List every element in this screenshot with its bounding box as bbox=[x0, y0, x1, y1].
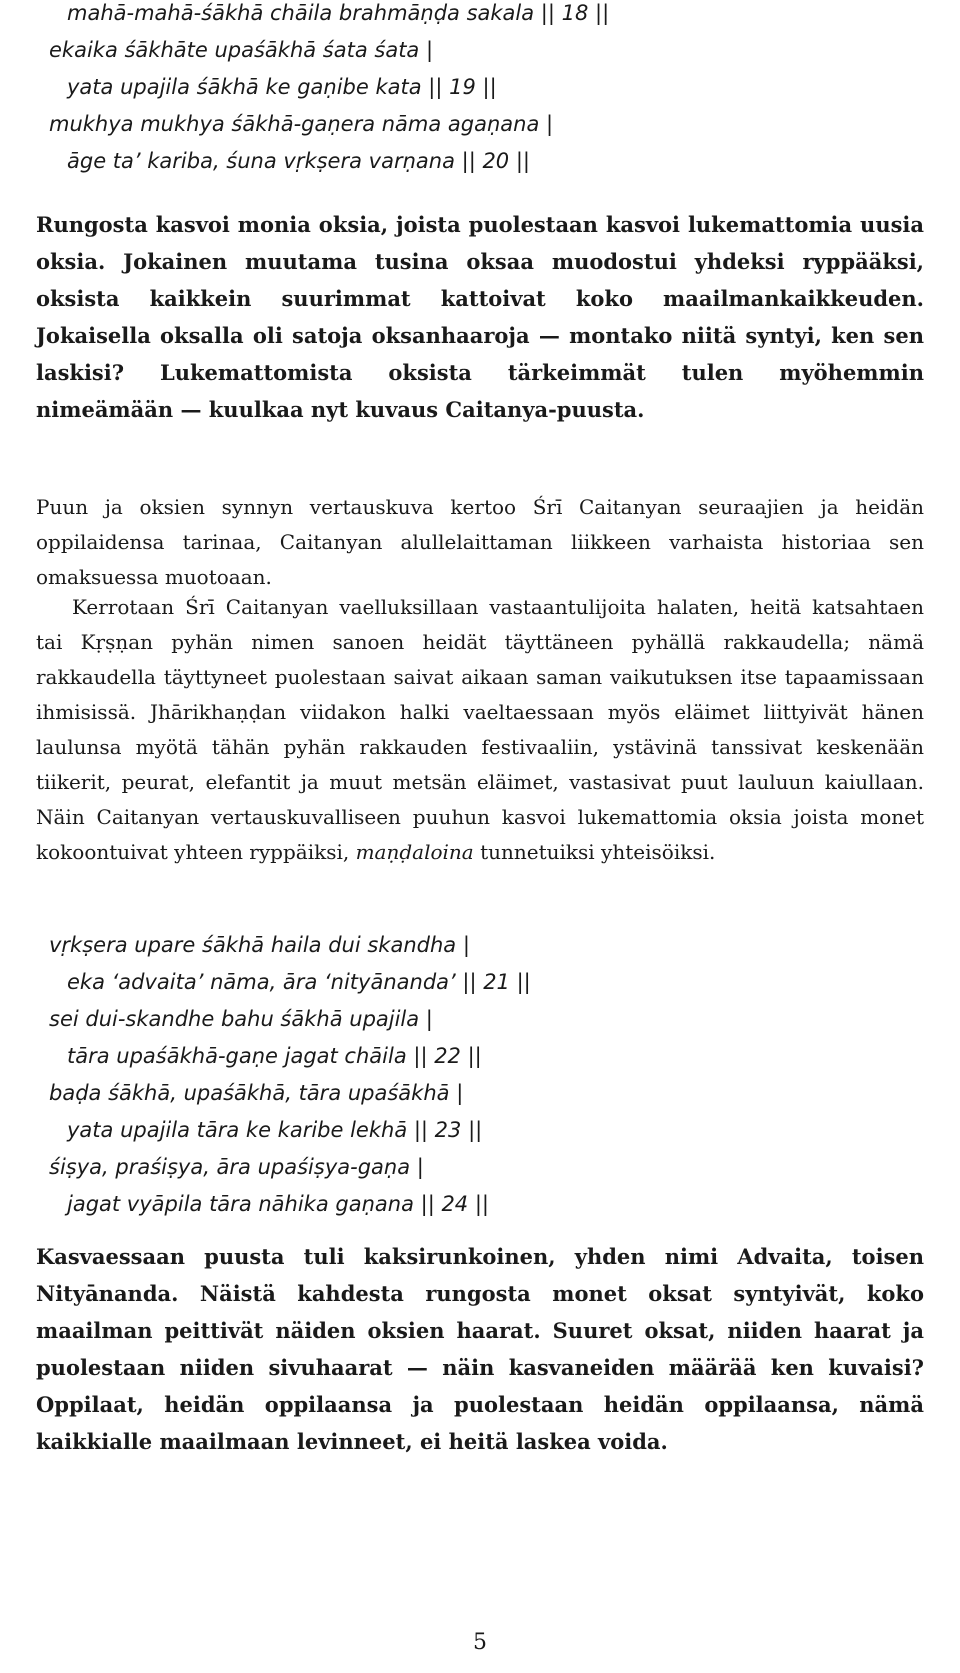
verse-line: baḍa śākhā, upaśākhā, tāra upaśākhā | bbox=[49, 1081, 464, 1105]
page-number: 5 bbox=[473, 1630, 487, 1655]
verse-line: eka ‘advaita’ nāma, āra ‘nityānanda’ || 21 || bbox=[67, 970, 531, 994]
verse-line: yata upajila śākhā ke gaṇibe kata || 19 || bbox=[67, 75, 497, 99]
purport-text: tunnetuiksi yhteisöiksi. bbox=[473, 840, 716, 864]
verse-line: śiṣya, praśiṣya, āra upaśiṣya-gaṇa | bbox=[49, 1155, 424, 1179]
purport-paragraph-1: Puun ja oksien synnyn vertauskuva kertoo Śrī Caitanyan seuraajien ja heidän oppilaidensa tarinaa, Caitanyan alullelaittaman liikkeen varhaista historiaa sen omaksuessa muotoaan. bbox=[36, 495, 924, 589]
verse-line: ekaika śākhāte upaśākhā śata śata | bbox=[49, 38, 434, 62]
verse-line: mahā-mahā-śākhā chāila brahmāṇḍa sakala || 18 || bbox=[67, 1, 610, 25]
purport-text: Kerrotaan Śrī Caitanyan vaelluksillaan vastaantulijoita halaten, heitä katsahtaen tai Kṛṣṇan pyhän nimen sanoen heidät täyttäneen pyhällä rakkaudella; nämä rakkaudella täyttyneet puolestaan saivat aikaan saman vaikutuksen itse tapaamissaan ihmisissä. Jhārikhaṇḍan viidakon halki vaeltaessaan myös eläimet liittyivät hänen laulunsa myötä tähän pyhän rakkauden festivaaliin, ystävinä tanssivat keskenään tiikerit, peurat, elefantit ja muut metsän eläimet, vastasivat puut lauluun kaiullaan. Näin Caitanyan vertauskuvalliseen puuhun kasvoi lukemattomia oksia joista monet kokoontuivat yhteen ryppäiksi, bbox=[36, 595, 924, 864]
translation-paragraph-2: Kasvaessaan puusta tuli kaksirunkoinen, yhden nimi Advaita, toisen Nityānanda. Näistä kahdesta rungosta monet oksat syntyivät, koko maailman peittivät näiden oksien haarat. Suuret oksat, niiden haarat ja puolestaan niiden sivuhaarat — näin kasvaneiden määrää ken kuvaisi? Oppilaat, heidän oppilaansa ja puolestaan heidän oppilaansa, nämä kaikkialle maailmaan levinneet, ei heitä laskea voida. bbox=[36, 1244, 924, 1454]
italic-term: maṇḍaloina bbox=[355, 840, 474, 864]
verse-line: yata upajila tāra ke karibe lekhā || 23 || bbox=[67, 1118, 483, 1142]
purport-paragraph-2 bbox=[36, 590, 924, 870]
verse-line: sei dui-skandhe bahu śākhā upajila | bbox=[49, 1007, 433, 1031]
translation-paragraph-1: Rungosta kasvoi monia oksia, joista puolestaan kasvoi lukemattomia uusia oksia. Jokainen muutama tusina oksaa muodostui yhdeksi ryppääksi, oksista kaikkein suurimmat kattoivat koko maailmankaikkeuden. Jokaisella oksalla oli satoja oksanhaaroja — montako niitä syntyi, ken sen laskisi? Lukemattomista oksista tärkeimmät tulen myöhemmin nimeämään — kuulkaa nyt kuvaus Caitanya-puusta. bbox=[36, 212, 924, 422]
verse-block-bottom bbox=[49, 927, 531, 1223]
verse-line: vṛkṣera upare śākhā haila dui skandha | bbox=[49, 933, 470, 957]
verse-line: mukhya mukhya śākhā-gaṇera nāma agaṇana | bbox=[49, 112, 554, 136]
verse-line: jagat vyāpila tāra nāhika gaṇana || 24 || bbox=[67, 1192, 489, 1216]
verse-line: tāra upaśākhā-gaṇe jagat chāila || 22 || bbox=[67, 1044, 482, 1068]
verse-line: āge ta’ kariba, śuna vṛkṣera varṇana || 20 || bbox=[67, 149, 530, 173]
verse-block-top bbox=[49, 0, 609, 180]
